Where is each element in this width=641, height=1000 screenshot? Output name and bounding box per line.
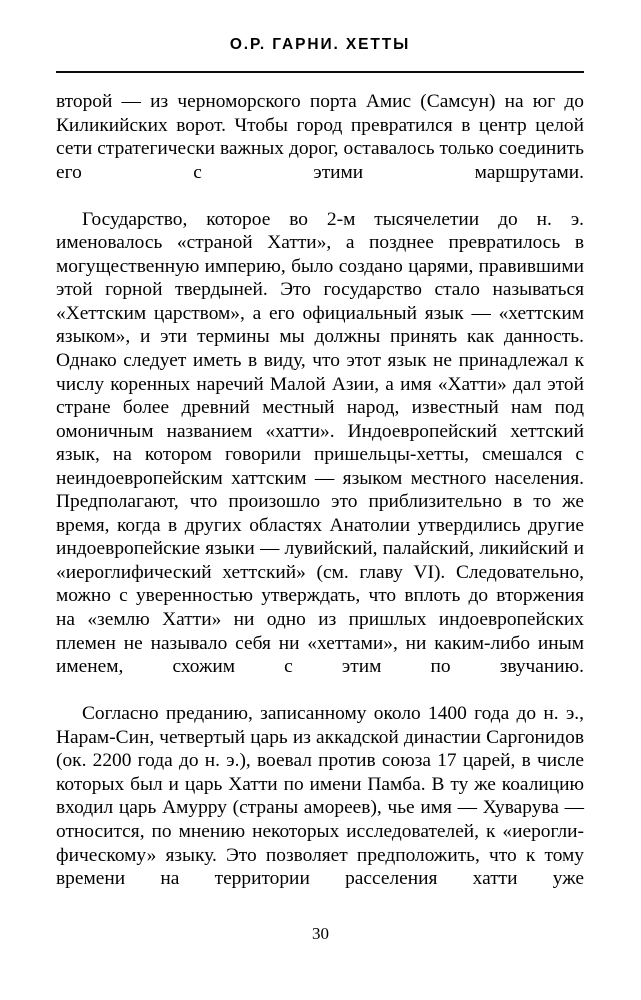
paragraph: второй — из черноморского порта Амис (Самсун) на юг до Киликийских ворот. Чтобы город превратился в центр целой сети стратегически важных дорог, оставалось только соединить его с этими маршрутами. [56,91,584,183]
body-text-block [56,90,584,914]
paragraph: Государство, которое во 2-м тысячелетии до н. э. именовалось «страной Хатти», а позднее превратилось в могущественную империю, было создано царями, правившими этой горной твердыней. Это государство стало называться «Хеттским царством», а его официальный язык — «хеттским языком», и эти термины мы должны принять как данность. Однако следует иметь в виду, что этот язык не принадлежал к числу коренных наречий Малой Азии, а имя «Хатти» дал этой стране более древний местный народ, известный нам под омоничным названием «хатти». Индоевропейский хеттский язык, на котором говорили пришельцы-хетты, смешался с неиндоевропейским хаттским — языком местного населения. Предполагают, что произошло это приблизительно в то же время, когда в других областях Анатолии утвердились другие индоевропейские языки — лувийский, палайский, ликийский и «иероглифический хеттский» (см. главу VI). Следовательно, можно с уверенностью утверждать, что вплоть до вторжения на «землю Хатти» ни одно из пришлых индоевропейских племен не называло себя ни «хеттами», ни каким-либо иным именем, схожим с этим по звучанию. [56,208,584,678]
header-divider-rule [56,71,584,73]
running-head: О.Р. ГАРНИ. ХЕТТЫ [229,36,411,53]
paragraph: Согласно преданию, записанному около 1400 года до н. э., Нарам-Син, четвертый царь из аккадской династии Саргонидов (ок. 2200 года до н. э.), воевал против союза 17 царей, в числе которых был и царь Хатти по имени Памба. В ту же коалицию входил царь Амурру (страны амореев), чье имя — Хуварува — относится, по мнению некоторых исследователей, к «иероглифическому» языку. Это позволяет предположить, что к тому времени на территории расселения хатти уже [56,703,584,890]
page-number: 30 [312,924,329,943]
